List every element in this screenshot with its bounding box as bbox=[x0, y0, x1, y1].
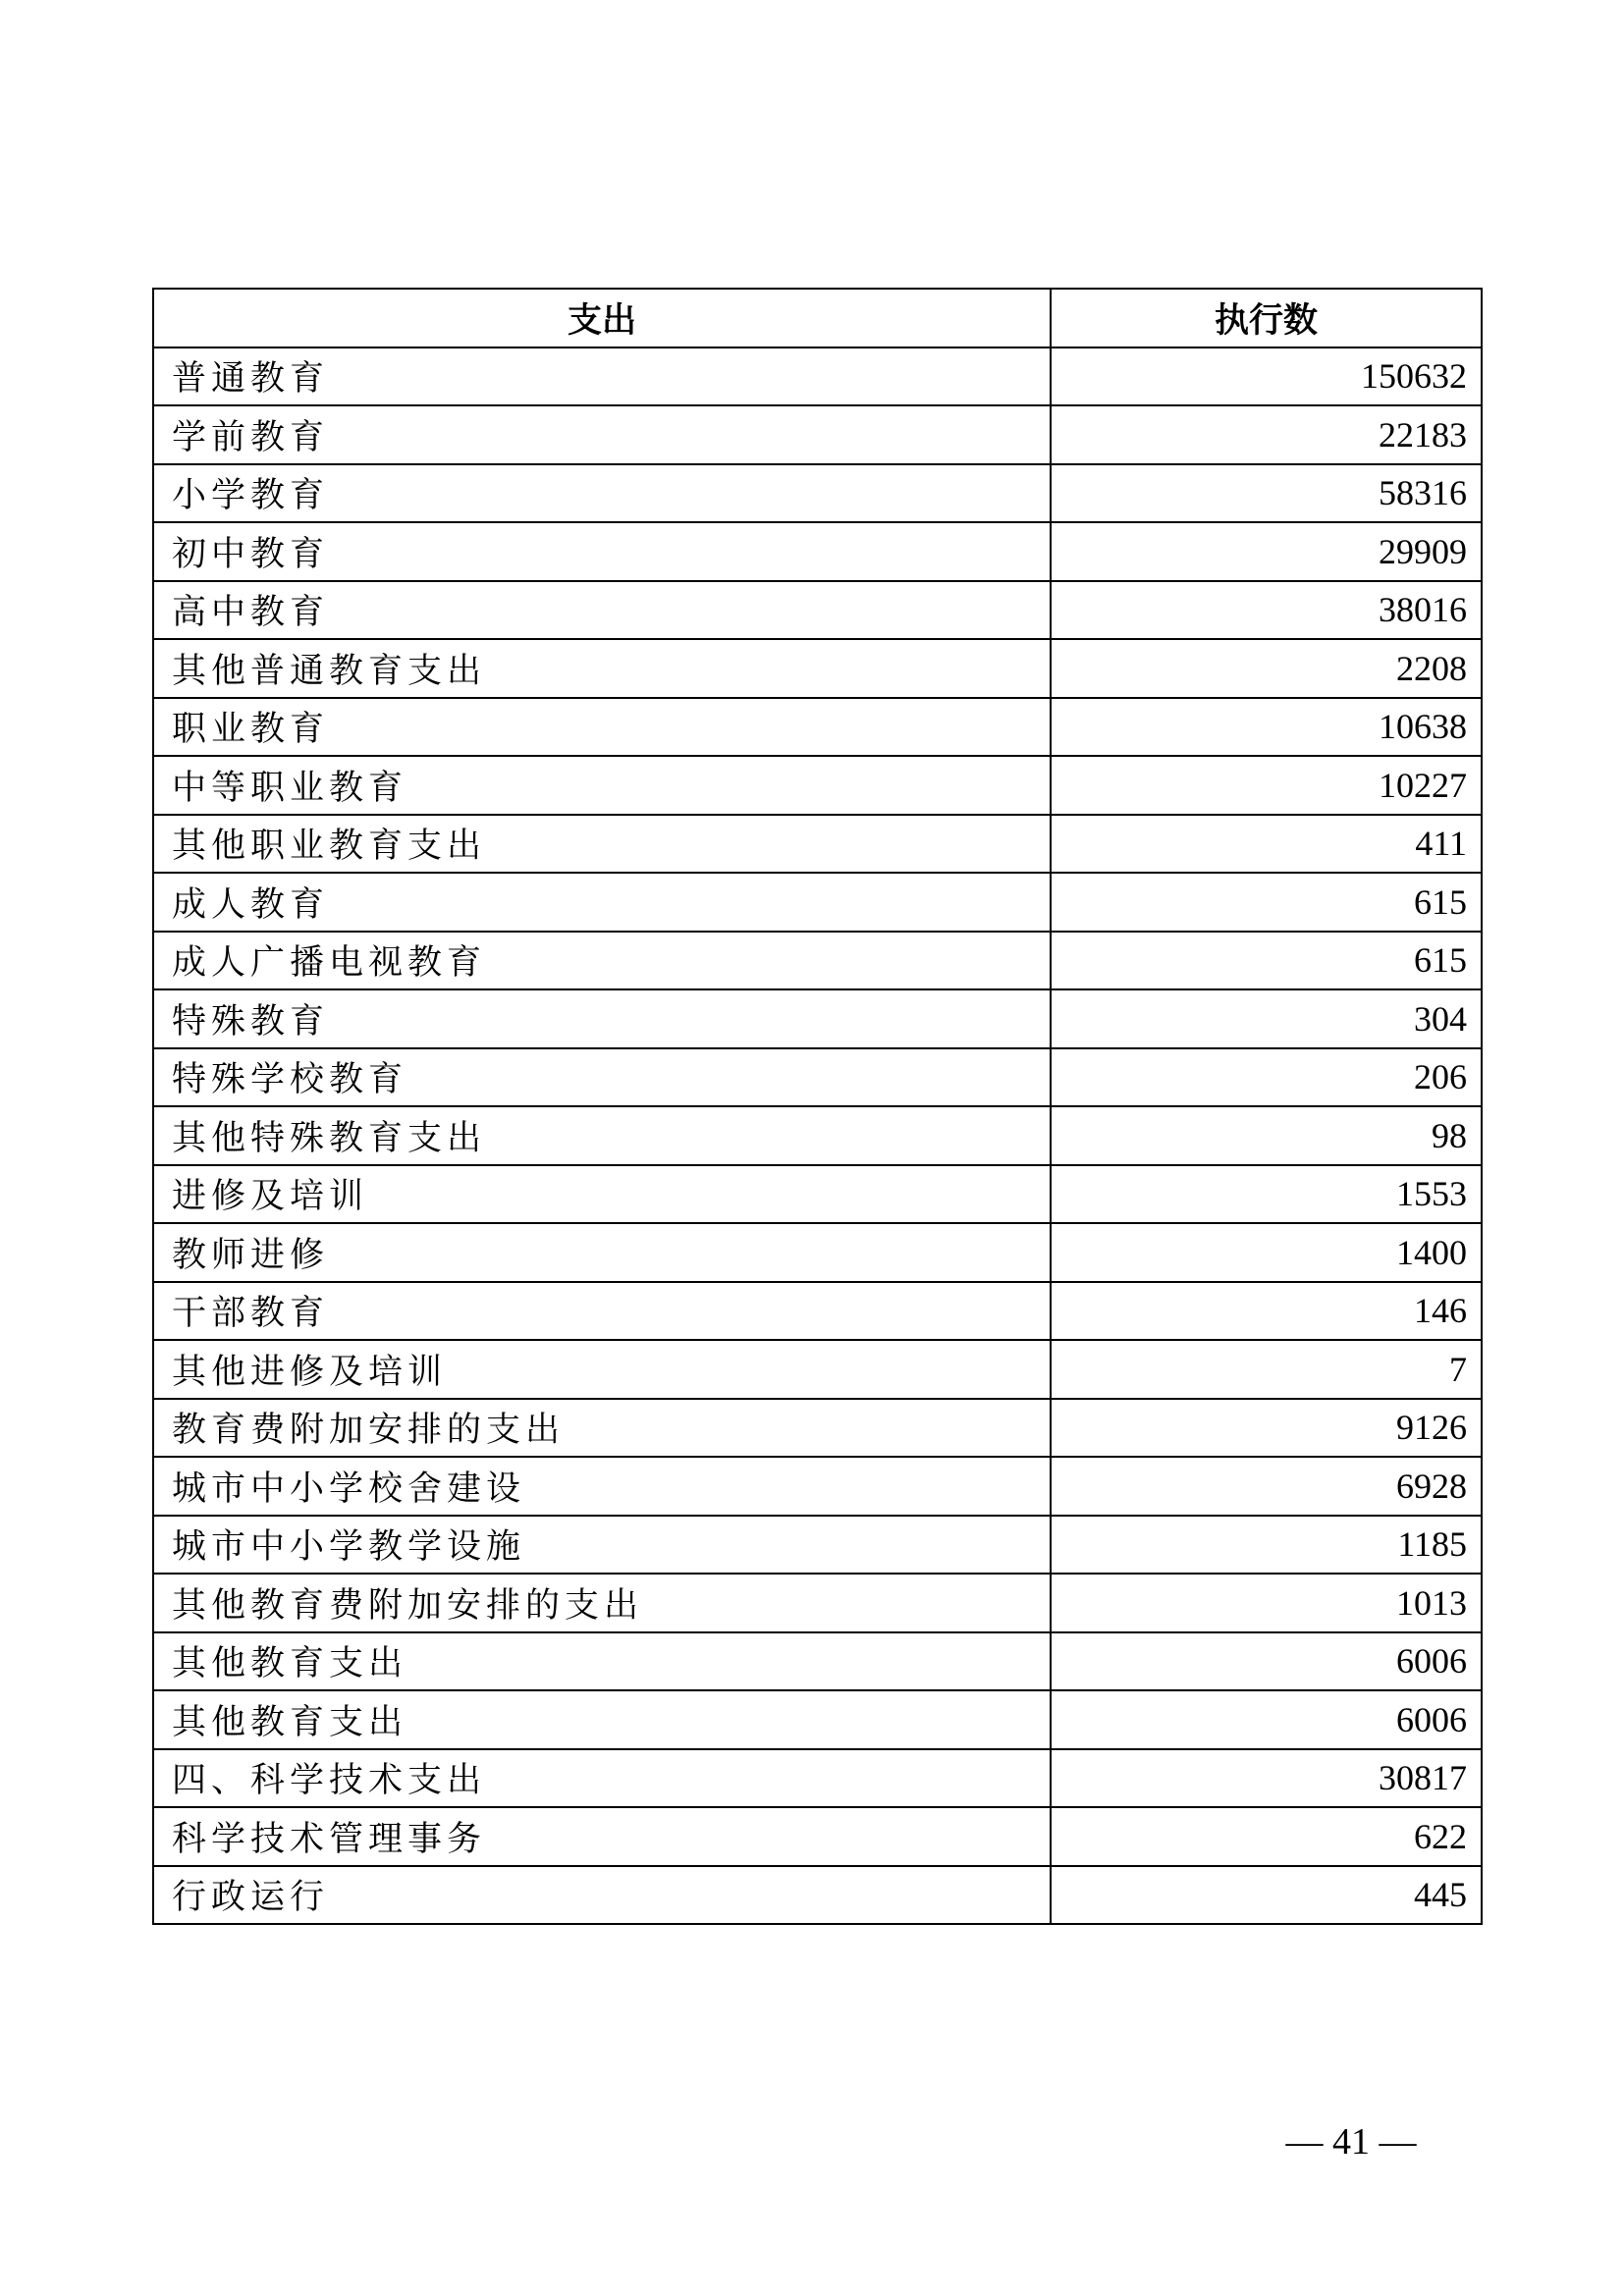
table-row bbox=[153, 1690, 1482, 1749]
executed-amount-value: 98 bbox=[1051, 1106, 1482, 1165]
table-row bbox=[153, 1807, 1482, 1866]
expenditure-item-name: 其他特殊教育支出 bbox=[153, 1106, 1051, 1165]
executed-amount-value: 622 bbox=[1051, 1807, 1482, 1866]
executed-amount-value: 146 bbox=[1051, 1282, 1482, 1341]
expenditure-item-name: 中等职业教育 bbox=[153, 756, 1051, 815]
executed-amount-value: 445 bbox=[1051, 1866, 1482, 1925]
executed-amount-value: 10227 bbox=[1051, 756, 1482, 815]
table-row bbox=[153, 815, 1482, 874]
expenditure-item-name: 干部教育 bbox=[153, 1282, 1051, 1341]
executed-amount-value: 7 bbox=[1051, 1340, 1482, 1399]
table-row bbox=[153, 1165, 1482, 1224]
executed-amount-value: 22183 bbox=[1051, 405, 1482, 464]
executed-amount-value: 30817 bbox=[1051, 1749, 1482, 1808]
table-row bbox=[153, 1866, 1482, 1925]
executed-amount-value: 615 bbox=[1051, 873, 1482, 932]
table-row bbox=[153, 405, 1482, 464]
executed-amount-value: 6006 bbox=[1051, 1690, 1482, 1749]
table-row bbox=[153, 347, 1482, 406]
executed-amount-value: 58316 bbox=[1051, 464, 1482, 523]
executed-amount-value: 6928 bbox=[1051, 1457, 1482, 1516]
table-body bbox=[153, 347, 1482, 1925]
executed-amount-value: 1185 bbox=[1051, 1516, 1482, 1575]
expenditure-item-name: 普通教育 bbox=[153, 347, 1051, 406]
table-row bbox=[153, 1048, 1482, 1107]
table-row bbox=[153, 1574, 1482, 1632]
expenditure-item-name: 其他普通教育支出 bbox=[153, 639, 1051, 698]
table-row bbox=[153, 581, 1482, 640]
expenditure-item-name: 特殊学校教育 bbox=[153, 1048, 1051, 1107]
executed-amount-value: 1553 bbox=[1051, 1165, 1482, 1224]
expenditure-item-name: 教师进修 bbox=[153, 1223, 1051, 1282]
expenditure-item-name: 成人广播电视教育 bbox=[153, 932, 1051, 990]
executed-amount-value: 10638 bbox=[1051, 698, 1482, 757]
expenditure-item-name: 其他进修及培训 bbox=[153, 1340, 1051, 1399]
table-row bbox=[153, 1516, 1482, 1575]
expenditure-item-name: 其他教育支出 bbox=[153, 1690, 1051, 1749]
expenditure-item-name: 科学技术管理事务 bbox=[153, 1807, 1051, 1866]
expenditure-item-name: 学前教育 bbox=[153, 405, 1051, 464]
table-row bbox=[153, 1457, 1482, 1516]
header-executed-amount: 执行数 bbox=[1051, 289, 1482, 347]
page-number: — 41 — bbox=[1285, 2121, 1417, 2163]
executed-amount-value: 29909 bbox=[1051, 522, 1482, 581]
executed-amount-value: 615 bbox=[1051, 932, 1482, 990]
executed-amount-value: 206 bbox=[1051, 1048, 1482, 1107]
table-header-row bbox=[153, 289, 1482, 347]
expenditure-item-name: 城市中小学校舍建设 bbox=[153, 1457, 1051, 1516]
expenditure-item-name: 成人教育 bbox=[153, 873, 1051, 932]
table-row bbox=[153, 1106, 1482, 1165]
table-row bbox=[153, 698, 1482, 757]
expenditure-item-name: 进修及培训 bbox=[153, 1165, 1051, 1224]
expenditure-item-name: 其他教育支出 bbox=[153, 1632, 1051, 1691]
executed-amount-value: 6006 bbox=[1051, 1632, 1482, 1691]
table-row bbox=[153, 464, 1482, 523]
executed-amount-value: 150632 bbox=[1051, 347, 1482, 406]
table-row bbox=[153, 1340, 1482, 1399]
expenditure-item-name: 教育费附加安排的支出 bbox=[153, 1399, 1051, 1458]
expenditure-item-name: 行政运行 bbox=[153, 1866, 1051, 1925]
table-row bbox=[153, 1632, 1482, 1691]
expenditure-item-name: 特殊教育 bbox=[153, 989, 1051, 1048]
expenditure-item-name: 其他职业教育支出 bbox=[153, 815, 1051, 874]
table-row bbox=[153, 639, 1482, 698]
table-row bbox=[153, 873, 1482, 932]
executed-amount-value: 2208 bbox=[1051, 639, 1482, 698]
table-row bbox=[153, 989, 1482, 1048]
expenditure-item-name: 高中教育 bbox=[153, 581, 1051, 640]
executed-amount-value: 1400 bbox=[1051, 1223, 1482, 1282]
header-expenditure: 支出 bbox=[153, 289, 1051, 347]
table-row bbox=[153, 1223, 1482, 1282]
executed-amount-value: 411 bbox=[1051, 815, 1482, 874]
table-row bbox=[153, 1749, 1482, 1808]
executed-amount-value: 1013 bbox=[1051, 1574, 1482, 1632]
table-row bbox=[153, 522, 1482, 581]
budget-table bbox=[152, 288, 1483, 1925]
executed-amount-value: 38016 bbox=[1051, 581, 1482, 640]
table-row bbox=[153, 1282, 1482, 1341]
expenditure-item-name: 小学教育 bbox=[153, 464, 1051, 523]
expenditure-item-name: 四、科学技术支出 bbox=[153, 1749, 1051, 1808]
table-row bbox=[153, 932, 1482, 990]
table-row bbox=[153, 756, 1482, 815]
executed-amount-value: 304 bbox=[1051, 989, 1482, 1048]
expenditure-item-name: 城市中小学教学设施 bbox=[153, 1516, 1051, 1575]
table-row bbox=[153, 1399, 1482, 1458]
expenditure-item-name: 初中教育 bbox=[153, 522, 1051, 581]
expenditure-item-name: 职业教育 bbox=[153, 698, 1051, 757]
expenditure-item-name: 其他教育费附加安排的支出 bbox=[153, 1574, 1051, 1632]
executed-amount-value: 9126 bbox=[1051, 1399, 1482, 1458]
